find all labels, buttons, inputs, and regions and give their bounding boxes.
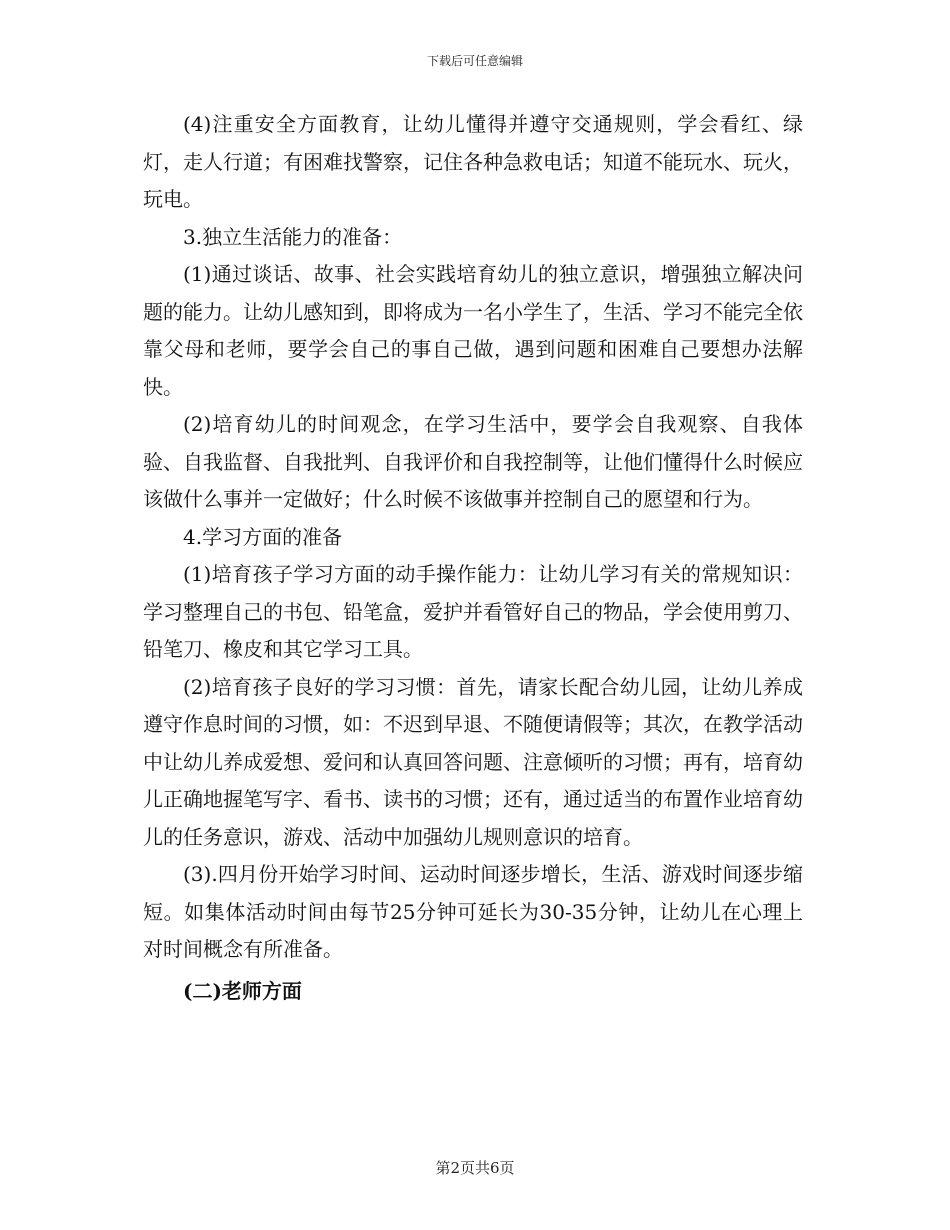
section-heading-learning-preparation: 4.学习方面的准备 xyxy=(183,524,343,549)
page-footer: 第2页共6页 xyxy=(435,1159,515,1177)
paragraph-learning-habits: (2)培育孩子良好的学习习惯：首先，请家长配合幼儿园，让幼儿养成遵守作息时间的习惯，如：不迟到早退、不随便请假等；其次，在教学活动中让幼儿养成爱想、爱问和认真回答问题、注意倾听的习惯；再有，培育幼儿正确地握笔写字、看书、读书的习惯；还有，通过适当的布置作业培育幼儿的任务意识，游戏、活动中加强幼儿规则意识的培育。 xyxy=(143,674,803,849)
page-header: 下载后可任意编辑 xyxy=(426,54,523,68)
paragraph-independence-awareness: (1)通过谈话、故事、社会实践培育幼儿的独立意识，增强独立解决问题的能力。让幼儿感知到，即将成为一名小学生了，生活、学习不能完全依靠父母和老师，要学会自己的事自己做，遇到问题和困难自己要想办法解快。 xyxy=(143,262,803,399)
section-heading-independent-living: 3.独立生活能力的准备： xyxy=(183,224,403,249)
paragraph-hands-on-ability: (1)培育孩子学习方面的动手操作能力：让幼儿学习有关的常规知识：学习整理自己的书包、铅笔盒，爱护并看管好自己的物品，学会使用剪刀、铅笔刀、橡皮和其它学习工具。 xyxy=(143,562,803,661)
document-body xyxy=(143,106,803,1010)
section-heading-teacher: (二)老师方面 xyxy=(183,978,302,1003)
paragraph-schedule-adjustment: (3).四月份开始学习时间、运动时间逐步增长，生活、游戏时间逐步缩短。如集体活动时间由每节25分钟可延长为30-35分钟，让幼儿在心理上对时间概念有所准备。 xyxy=(143,862,803,961)
paragraph-safety-education: (4)注重安全方面教育，让幼儿懂得并遵守交通规则，学会看红、绿灯，走人行道；有困难找警察，记住各种急救电话；知道不能玩水、玩火，玩电。 xyxy=(143,112,803,211)
paragraph-time-concept: (2)培育幼儿的时间观念，在学习生活中，要学会自我观察、自我体验、自我监督、自我批判、自我评价和自我控制等，让他们懂得什么时候应该做什么事并一定做好；什么时候不该做事并控制自己的愿望和行为。 xyxy=(143,412,803,511)
